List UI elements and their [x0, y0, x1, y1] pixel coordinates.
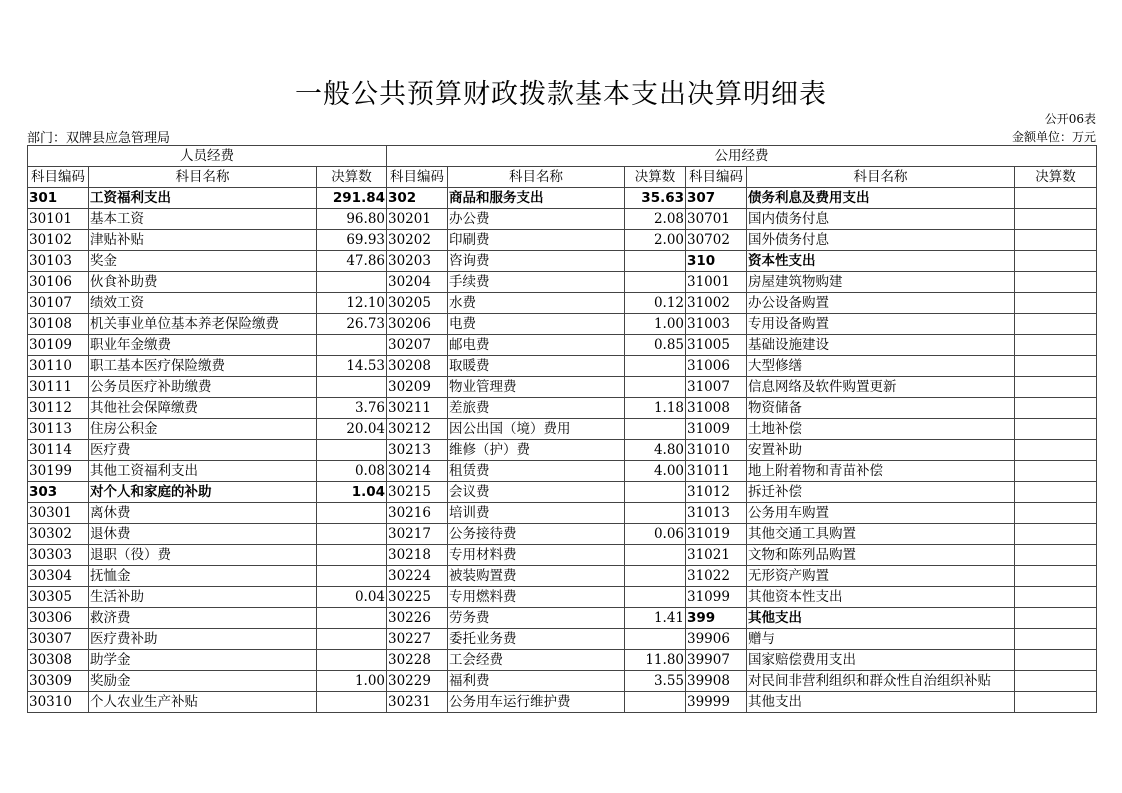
cell-name: 公务员医疗补助缴费: [89, 377, 317, 398]
cell-amount: [625, 503, 686, 524]
cell-name: 会议费: [448, 482, 625, 503]
cell-amount: 11.80: [625, 650, 686, 671]
cell-amount: [317, 650, 387, 671]
cell-amount: [1015, 545, 1097, 566]
cell-name: 地上附着物和青苗补偿: [747, 461, 1015, 482]
cell-amount: [317, 545, 387, 566]
cell-amount: 14.53: [317, 356, 387, 377]
cell-amount: 4.00: [625, 461, 686, 482]
cell-code: 39907: [686, 650, 747, 671]
cell-code: 30199: [28, 461, 89, 482]
cell-amount: [625, 272, 686, 293]
cell-amount: 2.00: [625, 230, 686, 251]
cell-amount: [1015, 251, 1097, 272]
cell-code: 30207: [387, 335, 448, 356]
cell-code: 30218: [387, 545, 448, 566]
cell-code: 30204: [387, 272, 448, 293]
cell-name: 个人农业生产补贴: [89, 692, 317, 713]
cell-name: 住房公积金: [89, 419, 317, 440]
cell-name: 文物和陈列品购置: [747, 545, 1015, 566]
cell-name: 其他资本性支出: [747, 587, 1015, 608]
cell-amount: [1015, 293, 1097, 314]
cell-name: 其他支出: [747, 608, 1015, 629]
cell-code: 30113: [28, 419, 89, 440]
cell-code: 30225: [387, 587, 448, 608]
cell-amount: 0.06: [625, 524, 686, 545]
cell-name: 委托业务费: [448, 629, 625, 650]
cell-name: 手续费: [448, 272, 625, 293]
cell-code: 30109: [28, 335, 89, 356]
cell-name: 助学金: [89, 650, 317, 671]
cell-amount: 0.08: [317, 461, 387, 482]
cell-code: 31006: [686, 356, 747, 377]
cell-name: 咨询费: [448, 251, 625, 272]
cell-name: 奖励金: [89, 671, 317, 692]
cell-code: 30201: [387, 209, 448, 230]
table-row: [28, 188, 1097, 209]
cell-amount: [625, 587, 686, 608]
cell-code: 31019: [686, 524, 747, 545]
cell-code: 30213: [387, 440, 448, 461]
cell-amount: [1015, 671, 1097, 692]
table-row: [28, 629, 1097, 650]
cell-amount: 291.84: [317, 188, 387, 209]
cell-name: 国内债务付息: [747, 209, 1015, 230]
cell-code: 30304: [28, 566, 89, 587]
cell-code: 31001: [686, 272, 747, 293]
table-row: [28, 482, 1097, 503]
cell-name: 公务接待费: [448, 524, 625, 545]
cell-code: 31022: [686, 566, 747, 587]
cell-name: 国家赔偿费用支出: [747, 650, 1015, 671]
cell-code: 30217: [387, 524, 448, 545]
table-row: [28, 545, 1097, 566]
cell-amount: [317, 503, 387, 524]
cell-name: 救济费: [89, 608, 317, 629]
cell-code: 31002: [686, 293, 747, 314]
table-row: [28, 293, 1097, 314]
cell-name: 津贴补贴: [89, 230, 317, 251]
table-row: [28, 398, 1097, 419]
cell-code: 30202: [387, 230, 448, 251]
cell-name: 职业年金缴费: [89, 335, 317, 356]
cell-amount: [1015, 629, 1097, 650]
cell-code: 30310: [28, 692, 89, 713]
cell-name: 办公设备购置: [747, 293, 1015, 314]
cell-name: 资本性支出: [747, 251, 1015, 272]
table-row: [28, 503, 1097, 524]
cell-name: 安置补助: [747, 440, 1015, 461]
expenditure-table: [27, 145, 1097, 713]
cell-amount: 0.85: [625, 335, 686, 356]
cell-name: 其他支出: [747, 692, 1015, 713]
cell-amount: [317, 566, 387, 587]
cell-amount: 4.80: [625, 440, 686, 461]
cell-name: 基本工资: [89, 209, 317, 230]
table-row: [28, 650, 1097, 671]
cell-name: 公务用车购置: [747, 503, 1015, 524]
cell-amount: [1015, 398, 1097, 419]
cell-name: 物业管理费: [448, 377, 625, 398]
unit-label: 金额单位：万元: [1011, 130, 1096, 144]
group-header-public: 公用经费: [387, 146, 1097, 167]
col-header-name: 科目名称: [747, 167, 1015, 188]
cell-amount: [317, 524, 387, 545]
cell-code: 30303: [28, 545, 89, 566]
cell-code: 31021: [686, 545, 747, 566]
cell-name: 办公费: [448, 209, 625, 230]
cell-name: 工会经费: [448, 650, 625, 671]
cell-amount: [625, 566, 686, 587]
cell-amount: [625, 419, 686, 440]
cell-code: 30203: [387, 251, 448, 272]
cell-name: 职工基本医疗保险缴费: [89, 356, 317, 377]
cell-amount: [1015, 482, 1097, 503]
cell-amount: 1.00: [625, 314, 686, 335]
cell-amount: [625, 251, 686, 272]
cell-name: 差旅费: [448, 398, 625, 419]
cell-name: 培训费: [448, 503, 625, 524]
cell-code: 30103: [28, 251, 89, 272]
cell-amount: [1015, 566, 1097, 587]
cell-amount: [1015, 587, 1097, 608]
cell-amount: [1015, 524, 1097, 545]
cell-name: 离休费: [89, 503, 317, 524]
cell-name: 对民间非营利组织和群众性自治组织补贴: [747, 671, 1015, 692]
cell-amount: [1015, 608, 1097, 629]
cell-name: 印刷费: [448, 230, 625, 251]
cell-amount: [1015, 461, 1097, 482]
cell-amount: [317, 272, 387, 293]
cell-amount: [317, 629, 387, 650]
cell-name: 租赁费: [448, 461, 625, 482]
cell-amount: [1015, 356, 1097, 377]
table-row: [28, 209, 1097, 230]
cell-name: 国外债务付息: [747, 230, 1015, 251]
cell-code: 31005: [686, 335, 747, 356]
table-row: [28, 461, 1097, 482]
table-row: [28, 440, 1097, 461]
cell-amount: 96.80: [317, 209, 387, 230]
column-header-row: [28, 167, 1097, 188]
cell-amount: [317, 608, 387, 629]
cell-name: 被装购置费: [448, 566, 625, 587]
cell-name: 取暖费: [448, 356, 625, 377]
cell-code: 30209: [387, 377, 448, 398]
col-header-amount: 决算数: [317, 167, 387, 188]
cell-name: 邮电费: [448, 335, 625, 356]
cell-amount: [1015, 503, 1097, 524]
cell-code: 30112: [28, 398, 89, 419]
col-header-code: 科目编码: [686, 167, 747, 188]
cell-code: 30208: [387, 356, 448, 377]
cell-name: 福利费: [448, 671, 625, 692]
cell-name: 维修（护）费: [448, 440, 625, 461]
cell-name: 专用材料费: [448, 545, 625, 566]
table-row: [28, 566, 1097, 587]
cell-name: 水费: [448, 293, 625, 314]
cell-amount: [625, 629, 686, 650]
cell-code: 39908: [686, 671, 747, 692]
cell-amount: [1015, 230, 1097, 251]
cell-amount: [1015, 419, 1097, 440]
cell-code: 30229: [387, 671, 448, 692]
cell-amount: 1.41: [625, 608, 686, 629]
cell-amount: [317, 335, 387, 356]
cell-amount: 20.04: [317, 419, 387, 440]
cell-name: 电费: [448, 314, 625, 335]
table-row: [28, 230, 1097, 251]
col-header-code: 科目编码: [28, 167, 89, 188]
table-row: [28, 692, 1097, 713]
table-body: [28, 188, 1097, 713]
table-row: [28, 356, 1097, 377]
table-row: [28, 377, 1097, 398]
cell-code: 31012: [686, 482, 747, 503]
cell-code: 31009: [686, 419, 747, 440]
cell-name: 信息网络及软件购置更新: [747, 377, 1015, 398]
group-header-personnel: 人员经费: [28, 146, 387, 167]
cell-amount: 3.76: [317, 398, 387, 419]
cell-code: 31007: [686, 377, 747, 398]
cell-code: 30305: [28, 587, 89, 608]
cell-name: 无形资产购置: [747, 566, 1015, 587]
cell-code: 30215: [387, 482, 448, 503]
col-header-name: 科目名称: [448, 167, 625, 188]
cell-code: 30702: [686, 230, 747, 251]
cell-code: 39999: [686, 692, 747, 713]
cell-code: 31011: [686, 461, 747, 482]
cell-amount: [317, 377, 387, 398]
cell-amount: [1015, 650, 1097, 671]
cell-code: 303: [28, 482, 89, 503]
cell-name: 赠与: [747, 629, 1015, 650]
table-row: [28, 524, 1097, 545]
cell-name: 绩效工资: [89, 293, 317, 314]
cell-code: 30227: [387, 629, 448, 650]
cell-amount: [317, 440, 387, 461]
cell-amount: [317, 692, 387, 713]
cell-code: 31008: [686, 398, 747, 419]
cell-code: 30302: [28, 524, 89, 545]
cell-name: 土地补偿: [747, 419, 1015, 440]
table-row: [28, 587, 1097, 608]
cell-name: 抚恤金: [89, 566, 317, 587]
cell-name: 对个人和家庭的补助: [89, 482, 317, 503]
cell-name: 奖金: [89, 251, 317, 272]
table-row: [28, 314, 1097, 335]
cell-name: 专用设备购置: [747, 314, 1015, 335]
cell-name: 公务用车运行维护费: [448, 692, 625, 713]
cell-code: 30309: [28, 671, 89, 692]
cell-amount: 47.86: [317, 251, 387, 272]
cell-amount: [1015, 692, 1097, 713]
cell-amount: [625, 377, 686, 398]
cell-name: 基础设施建设: [747, 335, 1015, 356]
cell-code: 310: [686, 251, 747, 272]
cell-code: 30114: [28, 440, 89, 461]
cell-code: 307: [686, 188, 747, 209]
cell-amount: [625, 356, 686, 377]
cell-name: 房屋建筑物购建: [747, 272, 1015, 293]
cell-code: 30107: [28, 293, 89, 314]
cell-amount: [1015, 209, 1097, 230]
col-header-amount: 决算数: [1015, 167, 1097, 188]
cell-name: 工资福利支出: [89, 188, 317, 209]
cell-amount: 0.12: [625, 293, 686, 314]
col-header-name: 科目名称: [89, 167, 317, 188]
cell-amount: [625, 482, 686, 503]
cell-amount: 1.04: [317, 482, 387, 503]
cell-name: 债务利息及费用支出: [747, 188, 1015, 209]
cell-code: 31013: [686, 503, 747, 524]
cell-name: 机关事业单位基本养老保险缴费: [89, 314, 317, 335]
table-row: [28, 608, 1097, 629]
cell-amount: 3.55: [625, 671, 686, 692]
cell-code: 30212: [387, 419, 448, 440]
group-header-row: [28, 146, 1097, 167]
cell-code: 30224: [387, 566, 448, 587]
cell-name: 其他社会保障缴费: [89, 398, 317, 419]
cell-code: 30206: [387, 314, 448, 335]
cell-code: 30111: [28, 377, 89, 398]
cell-code: 30101: [28, 209, 89, 230]
page-title: 一般公共预算财政拨款基本支出决算明细表: [295, 79, 827, 110]
table-row: [28, 419, 1097, 440]
cell-amount: [1015, 377, 1097, 398]
col-header-amount: 决算数: [625, 167, 686, 188]
cell-name: 退职（役）费: [89, 545, 317, 566]
cell-amount: 12.10: [317, 293, 387, 314]
cell-code: 30226: [387, 608, 448, 629]
cell-code: 30216: [387, 503, 448, 524]
table-row: [28, 272, 1097, 293]
cell-amount: 2.08: [625, 209, 686, 230]
table-row: [28, 335, 1097, 356]
cell-code: 30106: [28, 272, 89, 293]
cell-amount: 26.73: [317, 314, 387, 335]
cell-amount: 1.18: [625, 398, 686, 419]
cell-name: 劳务费: [448, 608, 625, 629]
cell-name: 生活补助: [89, 587, 317, 608]
cell-amount: 35.63: [625, 188, 686, 209]
table-row: [28, 671, 1097, 692]
cell-code: 30701: [686, 209, 747, 230]
table-row: [28, 251, 1097, 272]
cell-name: 医疗费: [89, 440, 317, 461]
cell-code: 31010: [686, 440, 747, 461]
cell-name: 大型修缮: [747, 356, 1015, 377]
cell-code: 30102: [28, 230, 89, 251]
cell-code: 30214: [387, 461, 448, 482]
cell-amount: [1015, 188, 1097, 209]
cell-name: 因公出国（境）费用: [448, 419, 625, 440]
cell-name: 伙食补助费: [89, 272, 317, 293]
cell-code: 30108: [28, 314, 89, 335]
cell-amount: 69.93: [317, 230, 387, 251]
cell-code: 30301: [28, 503, 89, 524]
cell-code: 39906: [686, 629, 747, 650]
cell-name: 物资储备: [747, 398, 1015, 419]
cell-name: 专用燃料费: [448, 587, 625, 608]
department-label: 部门：双牌县应急管理局: [27, 131, 171, 146]
cell-name: 其他工资福利支出: [89, 461, 317, 482]
cell-name: 医疗费补助: [89, 629, 317, 650]
cell-code: 30306: [28, 608, 89, 629]
cell-code: 30110: [28, 356, 89, 377]
cell-amount: [625, 545, 686, 566]
cell-amount: [1015, 272, 1097, 293]
cell-name: 商品和服务支出: [448, 188, 625, 209]
cell-code: 30308: [28, 650, 89, 671]
col-header-code: 科目编码: [387, 167, 448, 188]
cell-code: 399: [686, 608, 747, 629]
cell-amount: [1015, 314, 1097, 335]
cell-name: 退休费: [89, 524, 317, 545]
form-code: 公开06表: [1044, 112, 1096, 126]
cell-amount: [1015, 335, 1097, 356]
cell-amount: [1015, 440, 1097, 461]
cell-code: 301: [28, 188, 89, 209]
cell-code: 31003: [686, 314, 747, 335]
cell-code: 30307: [28, 629, 89, 650]
cell-code: 31099: [686, 587, 747, 608]
cell-amount: 0.04: [317, 587, 387, 608]
cell-amount: [625, 692, 686, 713]
cell-code: 30228: [387, 650, 448, 671]
cell-code: 30211: [387, 398, 448, 419]
cell-code: 30205: [387, 293, 448, 314]
cell-name: 拆迁补偿: [747, 482, 1015, 503]
cell-amount: 1.00: [317, 671, 387, 692]
cell-name: 其他交通工具购置: [747, 524, 1015, 545]
cell-code: 302: [387, 188, 448, 209]
cell-code: 30231: [387, 692, 448, 713]
